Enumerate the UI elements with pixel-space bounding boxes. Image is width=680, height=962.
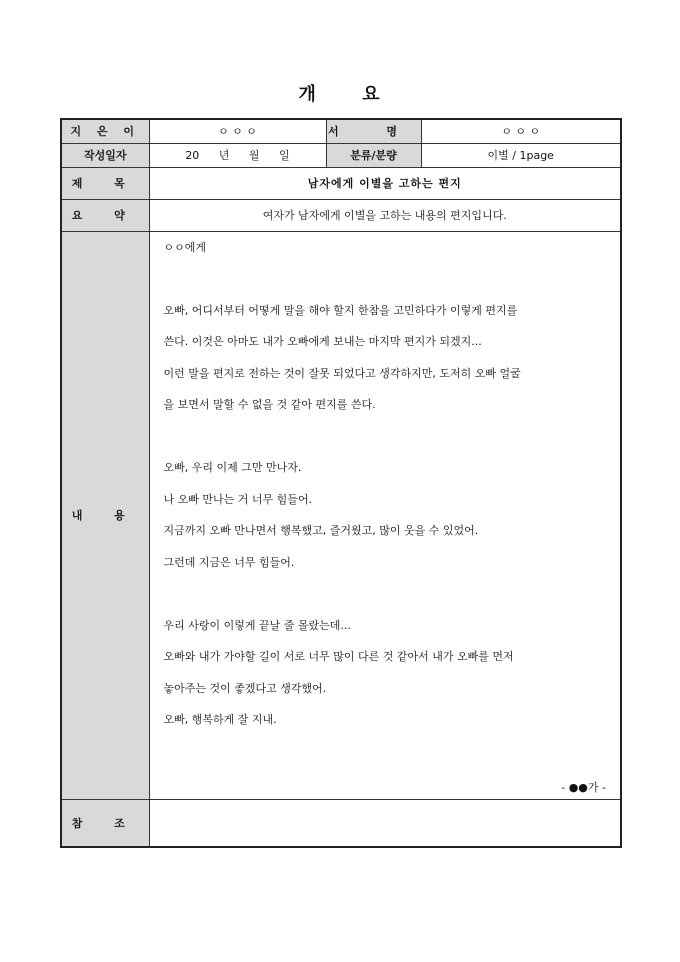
category-label: 분류/분량 bbox=[326, 143, 421, 167]
row-date bbox=[61, 143, 621, 167]
row-author bbox=[61, 119, 621, 143]
reference-label: 참 조 bbox=[61, 799, 149, 847]
document-title-left: 개 bbox=[298, 84, 318, 105]
letter-line: 을 보면서 말할 수 없을 것 같아 편지를 쓴다. bbox=[163, 398, 376, 411]
date-label: 작성일자 bbox=[61, 143, 149, 167]
letter-line: 오빠, 어디서부터 어떻게 말을 해야 할지 한참을 고민하다가 이렇게 편지를 bbox=[163, 303, 518, 317]
subject-value: 남자에게 이별을 고하는 편지 bbox=[149, 167, 621, 199]
row-reference bbox=[61, 799, 621, 847]
letter-signature: - ●●가 - bbox=[561, 780, 606, 794]
author-label: 지 은 이 bbox=[61, 119, 149, 143]
letter-line: 오빠, 우리 이제 그만 만나자. bbox=[163, 461, 302, 474]
row-summary bbox=[61, 199, 621, 231]
letter-body bbox=[149, 231, 621, 799]
content-label: 내 용 bbox=[61, 231, 149, 799]
signature-label: 서 명 bbox=[326, 119, 421, 143]
summary-form-table bbox=[60, 118, 622, 848]
letter-line: 쓴다. 이것은 아마도 내가 오빠에게 보내는 마지막 편지가 되겠지... bbox=[163, 335, 482, 348]
letter-greeting: ㅇㅇ에게 bbox=[163, 240, 207, 254]
row-content bbox=[61, 231, 621, 799]
letter-line: 오빠와 내가 가야할 길이 서로 너무 많이 다른 것 같아서 내가 오빠를 먼저 bbox=[163, 650, 514, 663]
letter-line: 지금까지 오빠 만나면서 행복했고, 즐거웠고, 많이 웃을 수 있었어. bbox=[163, 524, 479, 537]
category-value: 이별 / 1page bbox=[421, 143, 621, 167]
subject-label: 제 목 bbox=[61, 167, 149, 199]
signature-value: ㅇ ㅇ ㅇ bbox=[421, 119, 621, 143]
letter-line: 나 오빠 만나는 거 너무 힘들어. bbox=[163, 492, 312, 506]
letter-line: 오빠, 행복하게 잘 지내. bbox=[163, 713, 277, 726]
letter-line: 그런데 지금은 너무 힘들어. bbox=[163, 555, 295, 569]
summary-value: 여자가 남자에게 이별을 고하는 내용의 편지입니다. bbox=[149, 199, 621, 231]
letter-line: 우리 사랑이 이렇게 끝날 줄 몰랐는데... bbox=[163, 618, 351, 632]
summary-label: 요 약 bbox=[61, 199, 149, 231]
author-value: ㅇ ㅇ ㅇ bbox=[149, 119, 326, 143]
document-title-right: 요 bbox=[362, 84, 382, 105]
document-title bbox=[0, 80, 680, 106]
row-subject bbox=[61, 167, 621, 199]
reference-value bbox=[149, 799, 621, 847]
letter-line: 놓아주는 것이 좋겠다고 생각했어. bbox=[163, 681, 327, 695]
letter-line: 이런 말을 편지로 전하는 것이 잘못 되었다고 생각하지만, 도저히 오빠 얼굴 bbox=[163, 366, 521, 380]
date-value: 20 년 월 일 bbox=[149, 143, 326, 167]
